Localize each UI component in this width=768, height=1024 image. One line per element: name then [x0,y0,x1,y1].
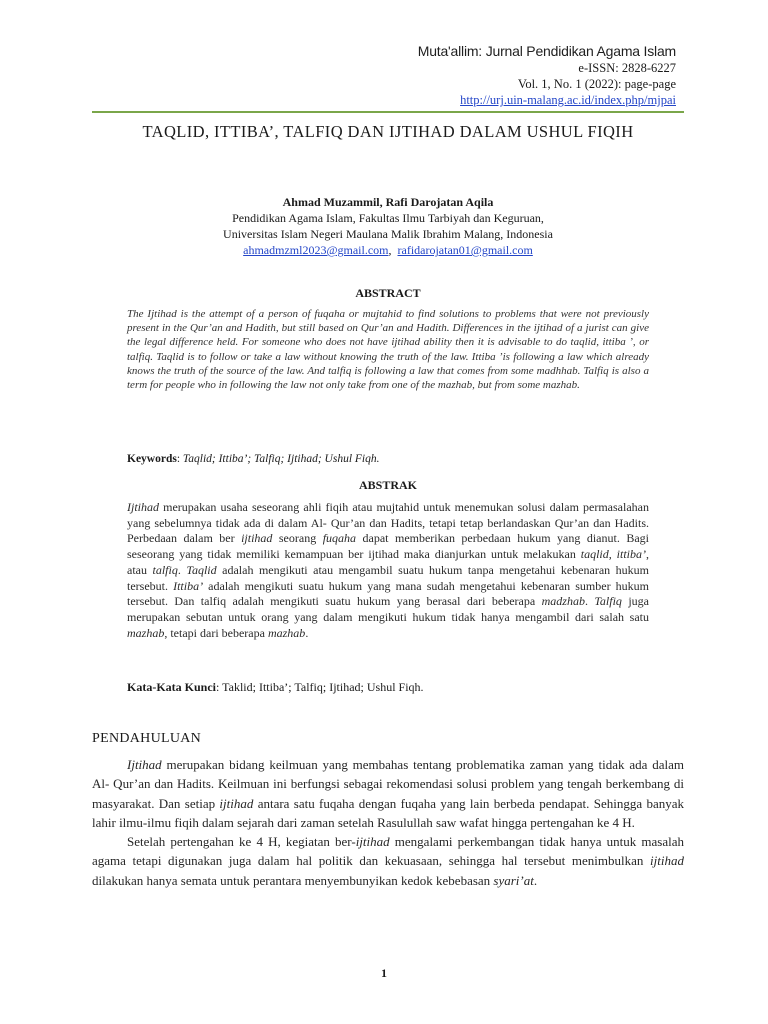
abstract-text: The Ijtihad is the attempt of a person of fuqaha or mujtahid to find solutions to problems that were not previously present in the Qur’an and Hadith, but still based on Qur’an and Hadith. Differences in the ijtihad of a jurist can give the legal difference held. For someone who does not have ijtihad ability then it is advisable to do taqlid, ittiba ’, or talfiq. Taqlid is to follow or take a law without knowing the truth of the law. Ittiba ’is following a law which already knows the truth of the source of the law. And talfiq is following a law that comes from some madhhab. Talfiq is also a term for people who in following the law not only take from one of the mazhab, but from some mazhab. [127,308,649,392]
pendahuluan-body [92,755,684,890]
journal-header [256,42,676,108]
keywords-label: Keywords [127,453,177,465]
keywords-line: Keywords: Taqlid; Ittiba’; Talfiq; Ijtihad; Ushul Fiqh. [127,453,380,465]
affiliation-line-2: Universitas Islam Negeri Maulana Malik Ibrahim Malang, Indonesia [223,227,553,241]
kata-kunci-list: Taklid; Ittiba’; Talfiq; Ijtihad; Ushul Fiqh. [222,680,424,694]
kata-kunci-line: Kata-Kata Kunci: Taklid; Ittiba’; Talfiq; Ijtihad; Ushul Fiqh. [127,680,424,694]
journal-name: Muta'allim: Jurnal Pendidikan Agama Islam [417,43,676,59]
keywords-list: Taqlid; Ittiba’; Talfiq; Ijtihad; Ushul Fiqh. [182,453,380,465]
pendahuluan-heading: PENDAHULUAN [92,731,202,746]
journal-eissn: e-ISSN: 2828-6227 [578,61,676,75]
paragraph-2: Setelah pertengahan ke 4 H, kegiatan ber-ijtihad mengalami perkembangan tidak hanya untuk masalah agama tetapi digunakan juga dalam hal politik dan kekuasaan, sehingga hal tersebut menimbulkan ijtihad dilakukan hanya semata untuk perantara menyembunyikan kedok kebebasan syari’at. [92,834,684,888]
abstrak-heading: ABSTRAK [358,478,417,492]
email-link-1[interactable]: ahmadmzml2023@gmail.com [243,243,389,257]
authors-block [92,194,684,258]
abstrak-text: Ijtihad merupakan usaha seseorang ahli fiqih atau mujtahid untuk menemukan solusi dalam permasalahan yang sebelumnya tidak ada di dalam Al- Qur’an dan Hadits, tetapi tetap berlandaskan Qur’an dan Hadits. Perbedaan dalam ber ijtihad seorang fuqaha dapat memberikan perbedaan hukum yang dianut. Bagi seseorang yang tidak memiliki kemampuan ber ijtihad maka dianjurkan untuk melakukan taqlid, ittiba’, atau talfiq. Taqlid adalah mengikuti atau mengambil suatu hukum tanpa mengetahui kebenaran hukum tersebut. Ittiba’ adalah mengikuti suatu hukum yang mana sudah mengetahui kebenaran sumber hukum tersebut. Dan talfiq adalah mengikuti suatu hukum yang berasal dari beberapa madzhab. Talfiq juga merupakan sebutan untuk orang yang dalam mengikuti hukum tidak hanya mengambil dari salah satu mazhab, tetapi dari beberapa mazhab. [127,500,649,640]
author-names: Ahmad Muzammil, Rafi Darojatan Aqila [282,195,494,209]
email-line [92,242,684,258]
affiliation-line-1: Pendidikan Agama Islam, Fakultas Ilmu Tarbiyah dan Keguruan, [232,211,544,225]
page-number: 1 [381,966,387,980]
paragraph-1: Ijtihad merupakan bidang keilmuan yang membahas tentang problematika zaman yang tidak ada dalam Al- Qur’an dan Hadits. Keilmuan ini berfungsi sebagai rekomendasi solusi problem yang tengah berkembang di masyarakat. Dan setiap ijtihad antara satu fuqaha dengan fuqaha yang lain berbeda pendapat. Sehingga banyak lahir ilmu-ilmu fiqih dalam sejarah dari zaman setelah Rasulullah saw wafat hingga pertengahan ke 4 H. [92,757,684,830]
email-link-2[interactable]: rafidarojatan01@gmail.com [397,243,533,257]
journal-volume: Vol. 1, No. 1 (2022): page-page [517,77,676,91]
paper-title: TAQLID, ITTIBA’, TALFIQ DAN IJTIHAD DALAM USHUL FIQIH [142,122,634,141]
kata-kunci-label: Kata-Kata Kunci [127,680,216,694]
email-separator: , [388,243,392,257]
abstract-heading: ABSTRACT [355,286,421,300]
header-divider [92,111,684,113]
journal-url-link[interactable]: http://urj.uin-malang.ac.id/index.php/mjpai [460,93,676,107]
